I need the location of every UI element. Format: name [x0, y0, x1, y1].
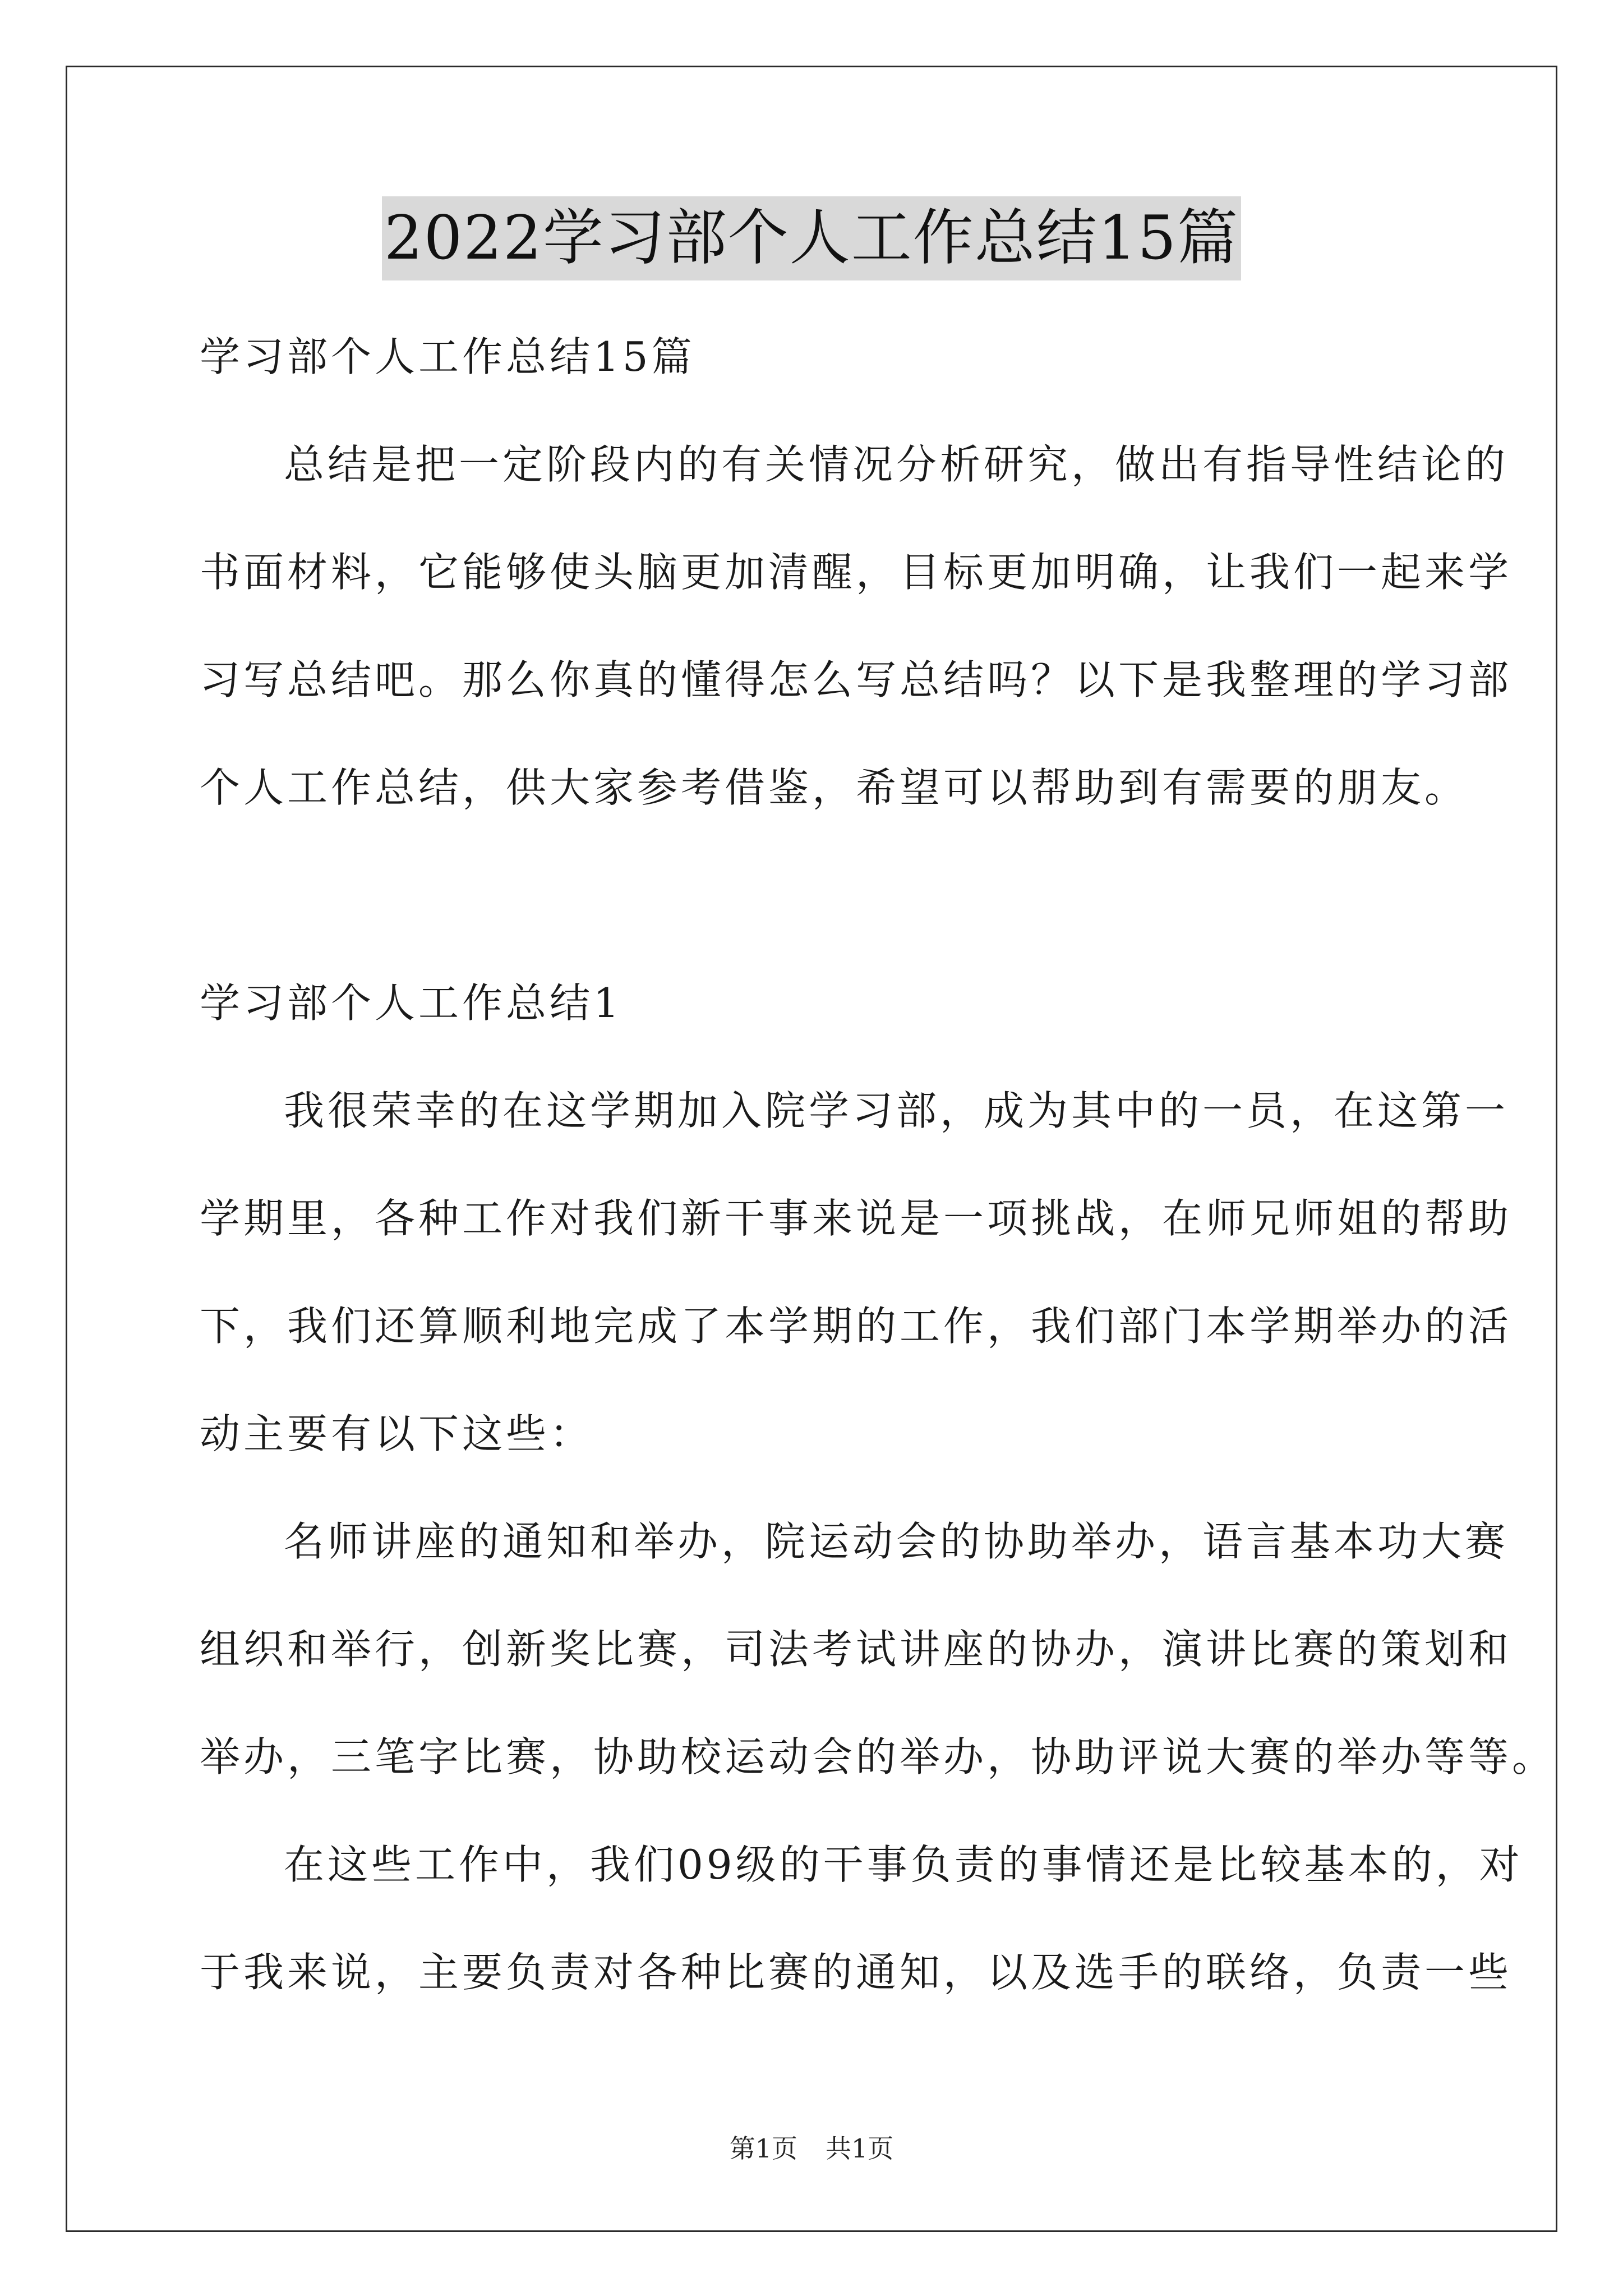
paragraph-line: 名师讲座的通知和举办，院运动会的协助举办，语言基本功大赛 [284, 1518, 1509, 1565]
page-number-total: 共1页 [826, 2133, 894, 2164]
paragraph-line: 我很荣幸的在这学期加入院学习部，成为其中的一员，在这第一 [284, 1087, 1509, 1134]
paragraph-line: 举办，三笔字比赛，协助校运动会的举办，协助评说大赛的举办等等。 [200, 1733, 1556, 1780]
paragraph-line: 在这些工作中，我们09级的干事负责的事情还是比较基本的，对 [284, 1841, 1523, 1888]
paragraph-spacer [200, 841, 1436, 949]
document-subtitle: 学习部个人工作总结15篇 [200, 333, 695, 380]
document-body [200, 303, 1556, 2026]
paragraph-line: 学期里，各种工作对我们新干事来说是一项挑战，在师兄师姐的帮助 [200, 1195, 1513, 1242]
page-number-current: 第1页 [729, 2133, 797, 2164]
paragraph-line: 动主要有以下这些： [200, 1410, 594, 1457]
paragraph-line: 于我来说，主要负责对各种比赛的通知，以及选手的联络，负责一些 [200, 1949, 1513, 1996]
document-title: 2022学习部个人工作总结15篇 [382, 196, 1241, 280]
intro-line: 总结是把一定阶段内的有关情况分析研究，做出有指导性结论的 [284, 441, 1509, 488]
intro-line: 书面材料，它能够使头脑更加清醒，目标更加明确，让我们一起来学 [200, 549, 1513, 596]
paragraph-line: 下，我们还算顺利地完成了本学期的工作，我们部门本学期举办的活 [200, 1303, 1513, 1350]
paragraph-line: 组织和举行，创新奖比赛，司法考试讲座的协办，演讲比赛的策划和 [200, 1626, 1513, 1673]
title-container [0, 196, 1623, 280]
page-footer [0, 2132, 1623, 2165]
section-heading: 学习部个人工作总结1 [200, 979, 623, 1027]
intro-line: 习写总结吧。那么你真的懂得怎么写总结吗？以下是我整理的学习部 [200, 656, 1513, 703]
intro-line: 个人工作总结，供大家参考借鉴，希望可以帮助到有需要的朋友。 [200, 764, 1469, 811]
